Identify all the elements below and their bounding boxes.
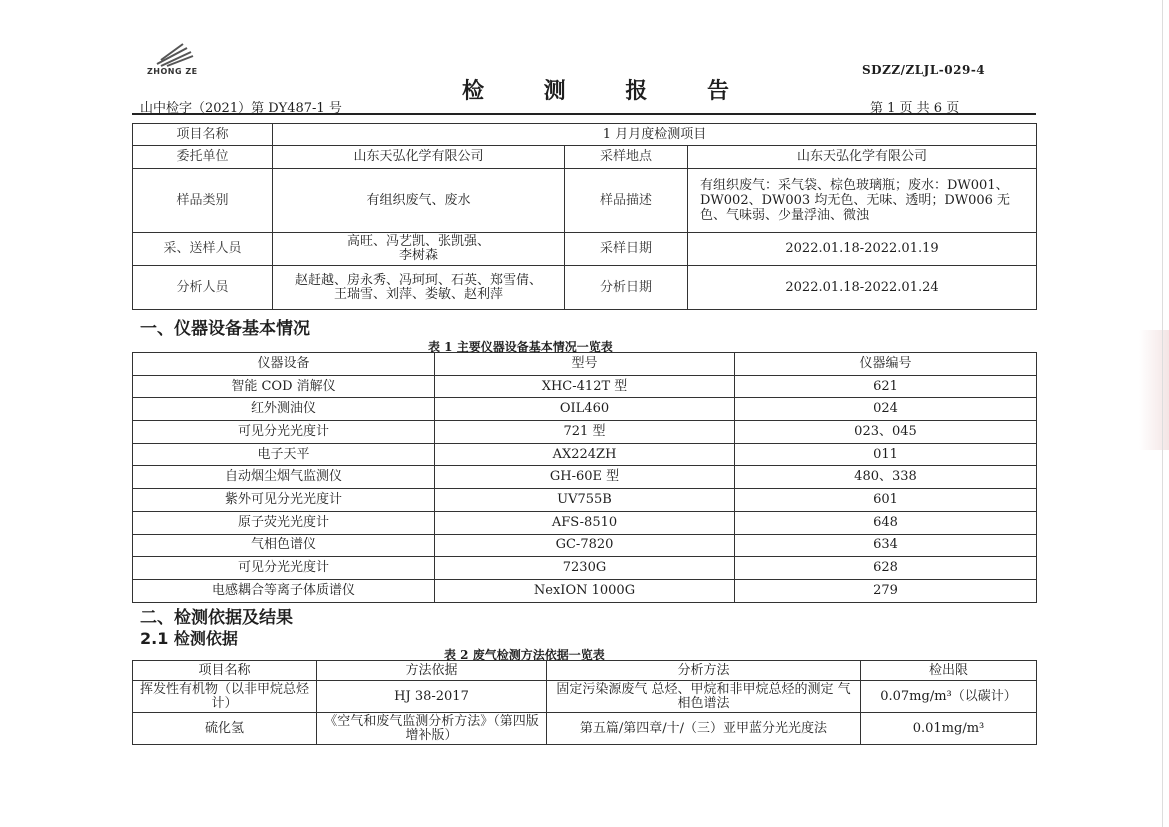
section-2-1-heading: 2.1 检测依据 [140, 629, 238, 648]
instrument-model: OIL460 [435, 398, 735, 421]
instrument-name: 自动烟尘烟气监测仪 [133, 466, 435, 489]
table-row [133, 398, 1037, 421]
sampling-site-label: 采样地点 [565, 146, 688, 169]
column-header: 项目名称 [133, 661, 317, 681]
instrument-name: 原子荧光光度计 [133, 511, 435, 534]
analysis-date-value: 2022.01.18-2022.01.24 [688, 266, 1037, 310]
method-header-row [133, 661, 1037, 681]
instrument-number: 279 [735, 579, 1037, 602]
instrument-name: 可见分光光度计 [133, 557, 435, 580]
instrument-name: 气相色谱仪 [133, 534, 435, 557]
instrument-number: 601 [735, 489, 1037, 512]
column-header: 仪器编号 [735, 353, 1037, 376]
document-code: SDZZ/ZLJL-029-4 [862, 63, 986, 77]
report-number: 山中检字（2021）第 DY487-1 号 [140, 101, 342, 116]
sampling-date-value: 2022.01.18-2022.01.19 [688, 233, 1037, 266]
instrument-number: 628 [735, 557, 1037, 580]
column-header: 分析方法 [547, 661, 861, 681]
section-2-heading: 二、检测依据及结果 [140, 608, 293, 628]
column-header: 检出限 [861, 661, 1037, 681]
logo-text: ZHONG ZE [147, 67, 198, 76]
analysts-value: 赵赶越、房永秀、冯珂珂、石英、郑雪倩、王瑞雪、刘萍、娄敏、赵利萍 [273, 266, 565, 310]
table-row [133, 681, 1037, 713]
page-title: 检 测 报 告 [462, 79, 755, 104]
table-row [133, 421, 1037, 444]
instrument-number: 634 [735, 534, 1037, 557]
instrument-name: 电感耦合等离子体质谱仪 [133, 579, 435, 602]
table-row [133, 579, 1037, 602]
page-number: 第 1 页 共 6 页 [870, 101, 960, 116]
analysis-method: 固定污染源废气 总烃、甲烷和非甲烷总烃的测定 气相色谱法 [547, 681, 861, 713]
method-basis: HJ 38-2017 [317, 681, 547, 713]
samplers-label: 采、送样人员 [133, 233, 273, 266]
table-2-caption: 表 2 废气检测方法依据一览表 [444, 648, 605, 662]
instrument-name: 智能 COD 消解仪 [133, 375, 435, 398]
column-header: 方法依据 [317, 661, 547, 681]
item-name: 挥发性有机物（以非甲烷总烃计） [133, 681, 317, 713]
instrument-model: GC-7820 [435, 534, 735, 557]
detection-limit: 0.07mg/m³（以碳计） [861, 681, 1037, 713]
seal-stamp-edge [1139, 330, 1169, 450]
client-value: 山东天弘化学有限公司 [273, 146, 565, 169]
instrument-name: 紫外可见分光光度计 [133, 489, 435, 512]
sample-type-label: 样品类别 [133, 169, 273, 233]
sample-desc-label: 样品描述 [565, 169, 688, 233]
instrument-header-row [133, 353, 1037, 376]
instrument-number: 480、338 [735, 466, 1037, 489]
table-row [133, 489, 1037, 512]
instrument-model: UV755B [435, 489, 735, 512]
table-row [133, 375, 1037, 398]
table-row [133, 557, 1037, 580]
detection-limit: 0.01mg/m³ [861, 713, 1037, 745]
table-row [133, 534, 1037, 557]
analysts-label: 分析人员 [133, 266, 273, 310]
instrument-name: 电子天平 [133, 443, 435, 466]
column-header: 仪器设备 [133, 353, 435, 376]
table-row [133, 511, 1037, 534]
instrument-number: 648 [735, 511, 1037, 534]
sample-type-value: 有组织废气、废水 [273, 169, 565, 233]
samplers-value: 高旺、冯艺凯、张凯强、李树森 [273, 233, 565, 266]
instrument-model: AFS-8510 [435, 511, 735, 534]
instrument-model: 7230G [435, 557, 735, 580]
section-1-heading: 一、仪器设备基本情况 [140, 319, 310, 339]
client-label: 委托单位 [133, 146, 273, 169]
page-edge [1162, 0, 1163, 827]
instrument-number: 621 [735, 375, 1037, 398]
item-name: 硫化氢 [133, 713, 317, 745]
table-row [133, 466, 1037, 489]
header-divider [132, 113, 1036, 115]
instrument-model: AX224ZH [435, 443, 735, 466]
method-basis-table [132, 660, 1037, 745]
instrument-model: 721 型 [435, 421, 735, 444]
sampling-site-value: 山东天弘化学有限公司 [688, 146, 1037, 169]
sampling-date-label: 采样日期 [565, 233, 688, 266]
table-row [133, 443, 1037, 466]
project-name-label: 项目名称 [133, 124, 273, 146]
column-header: 型号 [435, 353, 735, 376]
instrument-table [132, 352, 1037, 603]
sample-desc-value: 有组织废气：采气袋、棕色玻璃瓶；废水：DW001、DW002、DW003 均无色、无味、透明；DW006 无色、气味弱、少量浮油、微浊 [688, 169, 1037, 233]
instrument-name: 可见分光光度计 [133, 421, 435, 444]
analysis-method: 第五篇/第四章/十/（三）亚甲蓝分光光度法 [547, 713, 861, 745]
instrument-name: 红外测油仪 [133, 398, 435, 421]
method-basis: 《空气和废气监测分析方法》（第四版增补版） [317, 713, 547, 745]
table-1-caption: 表 1 主要仪器设备基本情况一览表 [428, 340, 613, 354]
analysis-date-label: 分析日期 [565, 266, 688, 310]
instrument-number: 011 [735, 443, 1037, 466]
report-info-table [132, 123, 1037, 310]
instrument-model: NexION 1000G [435, 579, 735, 602]
instrument-number: 023、045 [735, 421, 1037, 444]
instrument-model: GH-60E 型 [435, 466, 735, 489]
project-name-value: 1 月月度检测项目 [273, 124, 1037, 146]
table-row [133, 713, 1037, 745]
instrument-model: XHC-412T 型 [435, 375, 735, 398]
instrument-number: 024 [735, 398, 1037, 421]
